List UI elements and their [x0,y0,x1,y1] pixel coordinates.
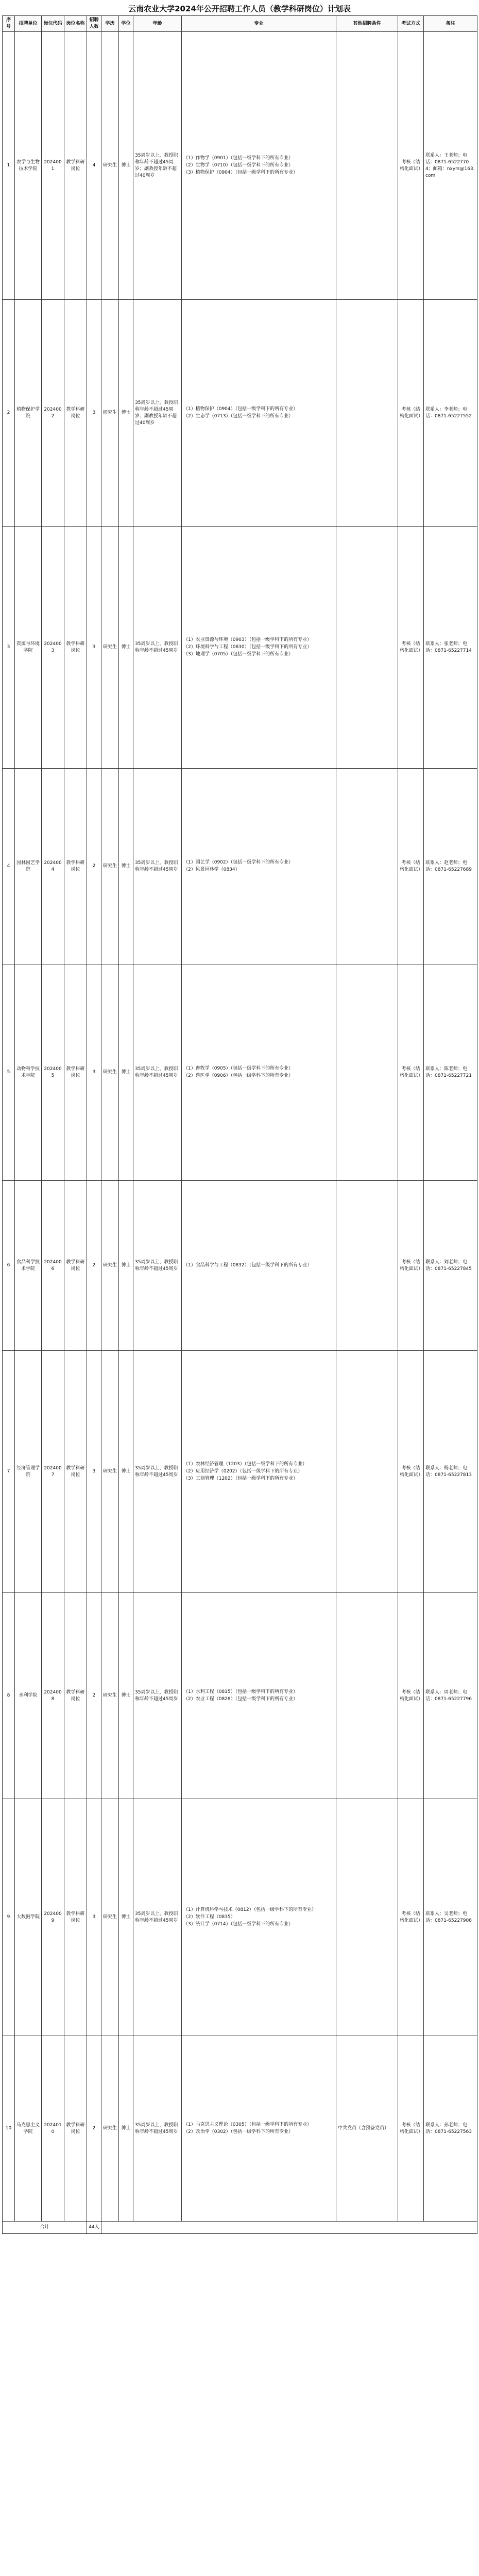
majors-cell [182,1181,336,1351]
major-item: （2）环境科学与工程（0830）（包括一级学科下的所有专业） [183,645,312,650]
other-conditions-cell [336,1799,398,2036]
other-conditions-cell [336,964,398,1181]
note-cell: 联系人：李老师；电话：0871-65227552 [424,300,477,527]
table-row [3,1593,477,1799]
post-code-cell: 2024008 [42,1593,64,1799]
column-header: 招聘单位 [15,16,42,32]
unit-cell: 农学与生物技术学院 [15,32,42,300]
note-cell: 联系人：赵老师；电话：0871-65227689 [424,769,477,964]
table-row [3,1799,477,2036]
recruitment-table [2,15,477,2234]
post-code-cell: 2024007 [42,1351,64,1593]
post-name-cell: 教学科研岗位 [64,1799,87,2036]
row-number: 7 [3,1351,15,1593]
majors-cell [182,300,336,527]
table-row [3,769,477,964]
row-number: 9 [3,1799,15,2036]
other-conditions-cell [336,1593,398,1799]
age-cell: 35周岁以上，教授职称年龄不超过45周岁 [133,1181,182,1351]
major-item: （1）植物保护（0904）（包括一级学科下的所有专业） [183,406,298,412]
exam-method-cell: 考核（结构化面试） [398,1181,424,1351]
age-cell: 35周岁以上，教授职称年龄不超过45周岁 [133,527,182,769]
education-cell: 研究生 [101,300,119,527]
exam-method-cell: 考核（结构化面试） [398,32,424,300]
post-name-cell: 教学科研岗位 [64,769,87,964]
major-item: （2）风景园林学（0834） [183,867,240,872]
note-cell: 联系人：陈老师；电话：0871-65227721 [424,964,477,1181]
note-cell: 联系人：周老师；电话：0871-65227796 [424,1593,477,1799]
row-number: 8 [3,1593,15,1799]
majors-cell [182,527,336,769]
unit-cell: 园林园艺学院 [15,769,42,964]
post-code-cell: 2024004 [42,769,64,964]
degree-cell: 博士 [119,1593,133,1799]
age-cell: 35周岁以上，教授职称年龄不超过45周岁 [133,1593,182,1799]
major-item: （2）兽医学（0906）（包括一级学科下的所有专业） [183,1073,294,1078]
exam-method-cell: 考核（结构化面试） [398,300,424,527]
degree-cell: 博士 [119,1351,133,1593]
row-number: 6 [3,1181,15,1351]
page-title: 云南农业大学2024年公开招聘工作人员（教学科研岗位）计划表 [128,4,351,13]
age-cell: 35周岁以上，教授职称年龄不超过45周岁；副教授年龄不超过40周岁 [133,32,182,300]
unit-cell: 植物保护学院 [15,300,42,527]
education-cell: 研究生 [101,1181,119,1351]
age-cell: 35周岁以上，教授职称年龄不超过45周岁 [133,1351,182,1593]
major-item: （3）植物保护（0904）（包括一级学科下的所有专业） [183,170,298,175]
post-name-cell: 教学科研岗位 [64,1593,87,1799]
major-item: （1）作物学（0901）（包括一级学科下的所有专业） [183,156,294,161]
total-blank [101,2222,477,2234]
table-header-row [3,16,477,32]
table-body [3,32,477,2234]
total-row [3,2222,477,2234]
total-label: 合计 [3,2222,87,2234]
unit-cell: 经济管理学院 [15,1351,42,1593]
degree-cell: 博士 [119,1181,133,1351]
degree-cell: 博士 [119,300,133,527]
major-item: （1）农业资源与环境（0903）（包括一级学科下的所有专业） [183,637,312,642]
row-number: 1 [3,32,15,300]
majors-cell [182,769,336,964]
row-number: 10 [3,2036,15,2222]
exam-method-cell: 考核（结构化面试） [398,2036,424,2222]
column-header: 考试方式 [398,16,424,32]
post-code-cell: 2024001 [42,32,64,300]
headcount-cell: 3 [87,300,101,527]
education-cell: 研究生 [101,1593,119,1799]
table-row [3,964,477,1181]
headcount-cell: 3 [87,964,101,1181]
other-conditions-cell [336,1181,398,1351]
major-item: （1）水利工程（0815）（包括一级学科下的所有专业） [183,1689,298,1694]
post-name-cell: 教学科研岗位 [64,32,87,300]
majors-cell [182,32,336,300]
major-item: （1）计算机科学与技术（0812）（包括一级学科下的所有专业） [183,1907,317,1912]
major-item: （1）农林经济管理（1203）（包括一级学科下的所有专业） [183,1462,307,1467]
post-code-cell: 2024002 [42,300,64,527]
post-name-cell: 教学科研岗位 [64,2036,87,2222]
headcount-cell: 2 [87,1181,101,1351]
headcount-cell: 4 [87,32,101,300]
age-cell: 35周岁以上，教授职称年龄不超过45周岁 [133,1799,182,2036]
post-name-cell: 教学科研岗位 [64,1351,87,1593]
majors-cell [182,1593,336,1799]
degree-cell: 博士 [119,1799,133,2036]
major-item: （1）园艺学（0902）（包括一级学科下的所有专业） [183,860,294,865]
majors-cell [182,1351,336,1593]
education-cell: 研究生 [101,1351,119,1593]
other-conditions-cell [336,32,398,300]
majors-cell [182,2036,336,2222]
column-header: 序号 [3,16,15,32]
column-header: 年龄 [133,16,182,32]
table-row [3,1351,477,1593]
unit-cell: 水利学院 [15,1593,42,1799]
other-conditions-cell [336,300,398,527]
note-cell: 联系人：刘老师；电话：0871-65227845 [424,1181,477,1351]
age-cell: 35周岁以上，教授职称年龄不超过45周岁 [133,769,182,964]
column-header: 专业 [182,16,336,32]
row-number: 5 [3,964,15,1181]
exam-method-cell: 考核（结构化面试） [398,964,424,1181]
unit-cell: 马克思主义学院 [15,2036,42,2222]
headcount-cell: 3 [87,527,101,769]
other-conditions-cell [336,769,398,964]
major-item: （2）软件工程（0835） [183,1914,235,1920]
table-row [3,1181,477,1351]
major-item: （1）食品科学与工程（0832）（包括一级学科下的所有专业） [183,1263,312,1268]
note-cell: 联系人：王老师；电话：0871-65227704；邮箱：nxyrs@163.com [424,32,477,300]
row-number: 3 [3,527,15,769]
education-cell: 研究生 [101,1799,119,2036]
post-code-cell: 2024003 [42,527,64,769]
age-cell: 35周岁以上，教授职称年龄不超过45周岁 [133,964,182,1181]
headcount-cell: 2 [87,2036,101,2222]
education-cell: 研究生 [101,769,119,964]
degree-cell: 博士 [119,32,133,300]
degree-cell: 博士 [119,2036,133,2222]
column-header: 岗位代码 [42,16,64,32]
post-name-cell: 教学科研岗位 [64,1181,87,1351]
post-code-cell: 2024010 [42,2036,64,2222]
other-conditions-cell [336,1351,398,1593]
education-cell: 研究生 [101,32,119,300]
education-cell: 研究生 [101,964,119,1181]
degree-cell: 博士 [119,527,133,769]
post-name-cell: 教学科研岗位 [64,300,87,527]
headcount-cell: 2 [87,1593,101,1799]
column-header: 学位 [119,16,133,32]
post-code-cell: 2024006 [42,1181,64,1351]
total-count: 44人 [87,2222,101,2234]
exam-method-cell: 考核（结构化面试） [398,769,424,964]
note-cell: 联系人：吴老师；电话：0871-65227908 [424,1799,477,2036]
major-item: （1）畜牧学（0905）（包括一级学科下的所有专业） [183,1066,294,1071]
major-item: （2）农业工程（0828）（包括一级学科下的所有专业） [183,1697,298,1702]
exam-method-cell: 考核（结构化面试） [398,1593,424,1799]
post-code-cell: 2024009 [42,1799,64,2036]
headcount-cell: 3 [87,1799,101,2036]
column-header: 招聘人数 [87,16,101,32]
column-header: 其他招聘条件 [336,16,398,32]
major-item: （2）生物学（0710）（包括一级学科下的所有专业） [183,163,294,168]
unit-cell: 资源与环境学院 [15,527,42,769]
degree-cell: 博士 [119,769,133,964]
row-number: 2 [3,300,15,527]
note-cell: 联系人：张老师；电话：0871-65227714 [424,527,477,769]
major-item: （3）地理学（0705）（包括一级学科下的所有专业） [183,652,294,657]
column-header: 学历 [101,16,119,32]
other-conditions-cell [336,527,398,769]
unit-cell: 动物科学技术学院 [15,964,42,1181]
degree-cell: 博士 [119,964,133,1181]
major-item: （3）统计学（0714）（包括一级学科下的所有专业） [183,1922,294,1927]
post-code-cell: 2024005 [42,964,64,1181]
majors-cell [182,1799,336,2036]
table-row [3,300,477,527]
exam-method-cell: 考核（结构化面试） [398,527,424,769]
note-cell: 联系人：孙老师；电话：0871-65227563 [424,2036,477,2222]
note-cell: 联系人：杨老师；电话：0871-65227813 [424,1351,477,1593]
other-conditions-cell: 中共党员（含预备党员） [336,2036,398,2222]
headcount-cell: 3 [87,1351,101,1593]
major-item: （2）生态学（0713）（包括一级学科下的所有专业） [183,414,294,419]
headcount-cell: 2 [87,769,101,964]
education-cell: 研究生 [101,527,119,769]
major-item: （2）应用经济学（0202）（包括一级学科下的所有专业） [183,1469,303,1474]
major-item: （2）政治学（0302）（包括一级学科下的所有专业） [183,2129,294,2134]
table-row [3,2036,477,2222]
table-row [3,32,477,300]
unit-cell: 食品科学技术学院 [15,1181,42,1351]
exam-method-cell: 考核（结构化面试） [398,1351,424,1593]
table-row [3,527,477,769]
column-header: 岗位名称 [64,16,87,32]
education-cell: 研究生 [101,2036,119,2222]
row-number: 4 [3,769,15,964]
unit-cell: 大数据学院 [15,1799,42,2036]
post-name-cell: 教学科研岗位 [64,964,87,1181]
major-item: （1）马克思主义理论（0305）（包括一级学科下的所有专业） [183,2122,312,2127]
age-cell: 35周岁以上，教授职称年龄不超过45周岁 [133,2036,182,2222]
column-header: 备注 [424,16,477,32]
post-name-cell: 教学科研岗位 [64,527,87,769]
major-item: （3）工商管理（1202）（包括一级学科下的所有专业） [183,1476,298,1481]
exam-method-cell: 考核（结构化面试） [398,1799,424,2036]
majors-cell [182,964,336,1181]
age-cell: 35周岁以上，教授职称年龄不超过45周岁；副教授年龄不超过40周岁 [133,300,182,527]
